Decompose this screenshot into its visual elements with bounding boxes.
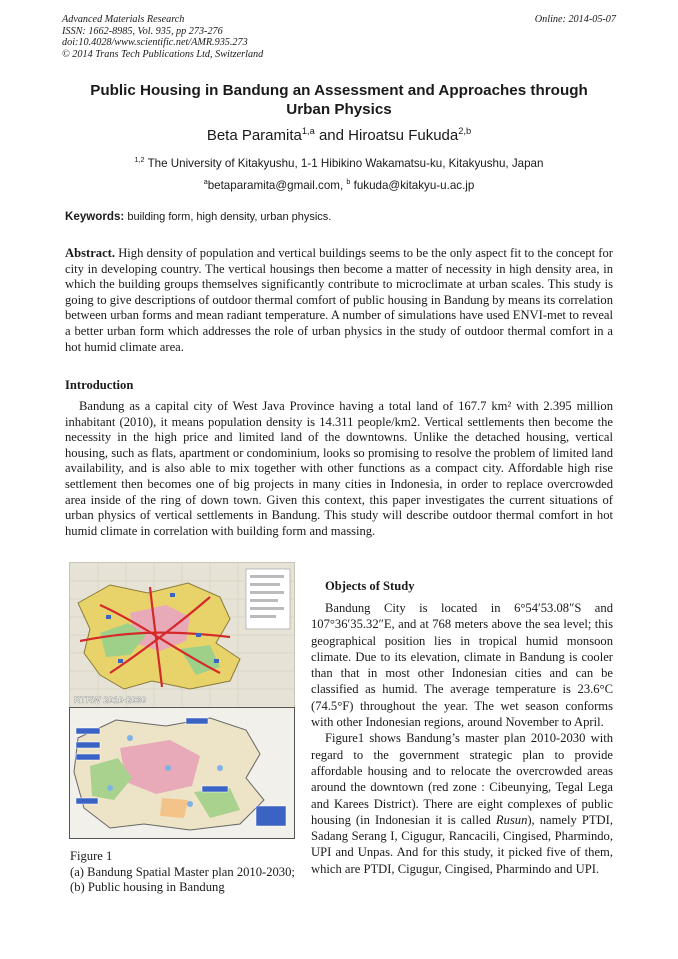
abstract-text: High density of population and vertical buildings seems to be the only aspect fit to the concept for city in developing country. The vertical housings then become a matter of necessity in high density area, in which the building groups themselves significantly contribute to microclimate at urban scales. This study is going to give descriptions of outdoor thermal comfort of public housing in Bandung by means its correlation between urban forms and mean radiant temperature. A number of simulations have used ENVI-met to reveal a better urban form which addresses the role of urban physics in the study of outdoor thermal comfort in a hot humid climate area. — [65, 246, 613, 354]
public-housing-map-graphic — [70, 708, 294, 838]
figure-caption-label: Figure 1 — [70, 849, 113, 863]
author-1: Beta Paramita — [206, 127, 302, 144]
online-date: Online: 2014-05-07 — [534, 14, 616, 25]
figure-caption-text: (a) Bandung Spatial Master plan 2010-2030; (b) Public housing in Bandung — [70, 864, 295, 895]
email-b[interactable]: fukuda@kitakyu-u.ac.jp — [350, 178, 475, 192]
title-line-1: Public Housing in Bandung an Assessment and Approaches through — [90, 82, 588, 99]
author-and: and — [314, 127, 349, 144]
title-line-2: Urban Physics — [286, 100, 392, 118]
emails — [62, 177, 616, 192]
affiliation — [62, 155, 616, 170]
rusun-term: Rusun — [495, 812, 528, 827]
objects-paragraph-2 — [311, 730, 613, 877]
master-plan-map-graphic — [70, 563, 294, 707]
author-1-sup: 1,a — [301, 126, 315, 136]
abstract-label: Abstract. — [65, 246, 116, 260]
email-a-sup: a — [203, 177, 208, 186]
figure-1 — [69, 562, 293, 837]
objects-paragraph-2-b: ), namely PTDI, Sadang Serang I, Cigugur, Rancacili, Cingised, Pharmindo, UPI and Unpas. And for this study, it picked five of them, which are PTDI, Cigugur, Cingised, Pharmindo and UPI. — [311, 812, 613, 876]
affiliation-sup: 1,2 — [134, 155, 145, 164]
keywords-label: Keywords: — [65, 210, 125, 223]
doi: doi:10.4028/www.scientific.net/AMR.935.273 — [62, 37, 248, 49]
introduction-text: Bandung as a capital city of West Java Province having a total land of 167.7 km² with 2.395 million inhabitant (2010), it means population density is 14.311 people/km2. Vertical settlements then become the necessity in the high price and limited land of the downtowns. Unlike the detached housing, vertical housing, such as flats, apartment or condominium, looks so promising to resolve the problem of limited land availability, and is also able to mix together with other functions as a compact city. Affordable high rise settlement then becomes one of big projects in many cities in Indonesia, in order to replace overcrowded area inside of the ring of down town. Given this context, this paper investigates the current situations of urban physics of vertical settlements in Bandung. This study will describe outdoor thermal comfort in hot humid climate in correlation with building form and massing. — [65, 399, 613, 538]
affiliation-text: The University of Kitakyushu, 1-1 Hibikino Wakamatsu-ku, Kitakyushu, Japan — [147, 156, 544, 170]
journal-header — [62, 14, 263, 60]
objects-heading: Objects of Study — [325, 579, 415, 593]
paper-title — [62, 82, 616, 119]
authors — [62, 126, 616, 144]
abstract — [65, 246, 613, 355]
author-2: Hiroatsu Fukuda — [348, 127, 459, 144]
map-a-title: RTRW 2010-2030 — [74, 695, 147, 705]
objects-paragraph-1: Bandung City is located in 6°54′53.08″S and 107°36′35.32″E, and at 768 meters above the sea level; this geographical position lies in tropical humid monsoon climate. Due to its elevation, climate in Bandung is cooler than that in most other Indonesian cities and can be classified as humid. The average temperature is 23.6°C (74.5°F) throughout the year. The wet season conforms with other Indonesian regions, around November to April. — [311, 601, 613, 730]
issn: ISSN: 1662-8985, Vol. 935, pp 273-276 — [62, 25, 223, 37]
introduction-heading: Introduction — [65, 378, 134, 392]
email-a[interactable]: betaparamita@gmail.com, — [207, 178, 347, 192]
copyright: © 2014 Trans Tech Publications Ltd, Switzerland — [62, 48, 264, 60]
objects-text — [311, 600, 613, 877]
journal-name: Advanced Materials Research — [62, 14, 185, 25]
email-b-sup: b — [346, 177, 351, 186]
figure-caption — [70, 849, 298, 896]
keywords-text: building form, high density, urban physics. — [124, 211, 332, 223]
author-2-sup: 2,b — [458, 126, 472, 136]
keywords — [65, 210, 331, 223]
objects-paragraph-2-a: Figure1 shows Bandung’s master plan 2010-2030 with regard to the government strategic plan to provide affordable housing and to relocate the overcrowded areas around the downtown (red zone : Cibeunying, Tegal Lega and Karees District). There are eight complexes of public housing (in Indonesian it is called — [311, 731, 613, 827]
public-housing-map — [69, 707, 295, 839]
master-plan-map — [69, 562, 295, 708]
